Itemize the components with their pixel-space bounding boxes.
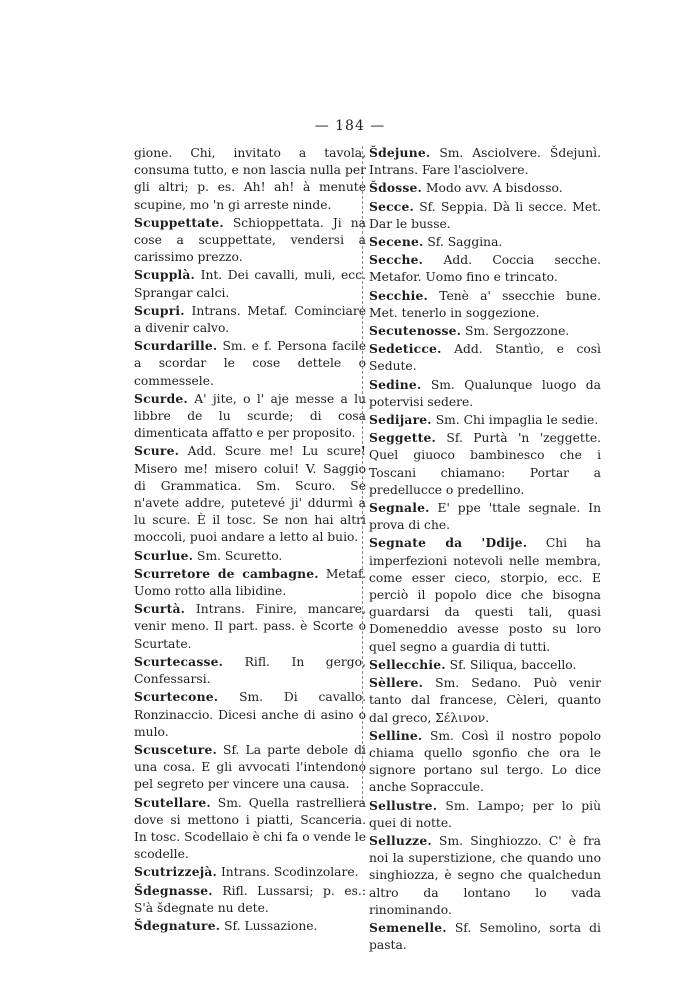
entry-headword: Secutenosse. [369,323,462,339]
dictionary-entry [134,917,366,935]
dictionary-entry [134,794,366,864]
dictionary-entry [134,547,366,565]
entry-headword: Scurtà. [134,601,186,617]
dictionary-entry [369,797,601,832]
entry-headword: Scusceture. [134,741,217,757]
entry-headword: Šdosse. [369,180,423,196]
entry-headword: Segnale. [369,500,430,516]
entry-headword: Scure. [134,443,180,459]
entry-headword: Scurdarille. [134,338,218,354]
dictionary-entry [134,565,366,600]
entry-headword: Secchie. [369,287,428,303]
entry-text: Sf. Siliqua, baccello. [445,657,577,672]
entry-text: Sf. Seppia. Dà li secce. Met. Dar le busse. [369,199,601,231]
dictionary-entry [134,688,366,741]
entry-text: Tenè a' ssecchie bune. Met. tenerlo in soggezione. [369,288,601,320]
entry-text: Add. Coccia secche. Metafor. Uomo fino e trincato. [369,253,601,285]
entry-text: Sm. Di cavallo. Ronzinaccio. Dicesi anche di asino o mulo. [134,690,366,739]
entry-text: Sf. Semolino, sorta di pasta. [369,920,601,953]
page-number: — 184 — [314,118,386,134]
entry-text: gione. Chi, invitato a tavola, consuma tutto, e non lascia nulla per gli altri; p. es. Ah! ah! à menute scupine, mo 'n gi arreste ninde. [134,146,366,212]
entry-headword: Segnate da 'Ddije. [369,535,528,551]
dictionary-entry [369,919,601,954]
dictionary-entry [369,251,601,286]
entry-headword: Scuppettate. [134,214,224,230]
entry-headword: Selline. [369,727,423,743]
entry-text: Chi ha imperfezioni notevoli nelle membra, come esser cieco, storpio, ecc. E perciò il popolo dice che bisogna guardarsi da questi tali, quasi Domeneddio avesse posto su loro quel segno a guardia di tutti. [369,536,601,654]
entry-headword: Scutellare. [134,794,211,810]
left-column [134,144,366,935]
dictionary-entry [134,337,366,390]
entry-headword: Secche. [369,252,424,268]
entry-text: Modo avv. A bisdosso. [422,181,563,196]
entry-text: E' ppe 'ttale segnale. In prova di che. [369,501,601,533]
dictionary-entry [369,656,601,674]
entry-headword: Scurlue. [134,547,194,563]
entry-headword: Scupplà. [134,267,196,283]
entry-headword: Sedijare. [369,412,432,428]
entry-headword: Selluzze. [369,832,432,848]
entry-headword: Seggette. [369,430,436,446]
entry-headword: Sellustre. [369,797,438,813]
entry-text: Sf. La parte debole di una cosa. E gli avvocati l'intendono pel segreto per vincere una causa. [134,742,366,792]
entry-text: Sm. Sedano. Può venir tanto dal francese, Cèleri, quanto dal greco, Σέλινον. [369,676,601,725]
right-column [369,144,601,954]
entry-headword: Scutrizzejà. [134,864,218,880]
entry-headword: Scurretore de cambagne. [134,565,319,581]
dictionary-entry [134,863,366,881]
dictionary-entry [369,322,601,340]
dictionary-entry [369,179,601,197]
dictionary-entry [369,429,601,499]
entry-text: Metaf. Uomo rotto alla libidine. [134,566,366,599]
entry-headword: Sellecchie. [369,656,446,672]
entry-text: Int. Dei cavalli, muli, ecc. Sprangar calci. [134,268,366,300]
entry-text: Rifl. In gergo, Confessarsi. [134,654,366,687]
dictionary-entry [369,233,601,251]
entry-text: Intrans. Scodinzolare. [217,865,359,880]
entry-text: Add. Stantìo, e così Sedute. [369,342,601,374]
entry-text: Schioppettata. Ji na cose a scuppettate, vendersi a carissimo prezzo. [134,215,366,265]
entry-text: Sm. Asciolvere. Šdejunì. Intrans. Fare l'asciolvere. [369,146,601,178]
dictionary-entry [134,600,366,653]
entry-text: Sm. Lampo; per lo più quei di notte. [369,798,601,830]
dictionary-entry [369,144,601,179]
dictionary-entry [134,442,366,546]
dictionary-entry [369,376,601,411]
entry-text: Sm. Chi impaglia le sedie. [431,413,599,428]
dictionary-entry [369,674,601,727]
entry-text: Sm. Scuretto. [193,548,283,563]
entry-headword: Scupri. [134,302,185,318]
entry-headword: Šdegnature. [134,917,221,933]
entry-headword: Secene. [369,234,424,250]
entry-headword: Scurde. [134,390,188,406]
entry-headword: Šdegnasse. [134,882,213,898]
dictionary-entry [134,882,366,917]
entry-text: Sm. Qualunque luogo da potervisi sedere. [369,377,601,409]
dictionary-entry [134,266,366,301]
entry-text: Sm. Sergozzone. [461,324,570,339]
entry-headword: Sedine. [369,376,422,392]
dictionary-entry [369,727,601,797]
entry-text: Sm. Singhiozzo. C' è fra noi la superstizione, che quando uno singhiozza, è segno che qualchedun altro da lontano lo vada rinominando. [369,833,601,917]
entry-text: Intrans. Finire, mancare, venir meno. Il part. pass. è Scorte o Scurtate. [134,602,366,651]
dictionary-entry [134,302,366,337]
entry-headword: Scurtecone. [134,689,219,705]
dictionary-entry [369,340,601,375]
entry-text: Rifl. Lussarsi; p. es.: S'à šdegnate nu dete. [134,883,366,915]
dictionary-entry [369,534,601,655]
dictionary-entry [369,287,601,322]
entry-text: Sf. Saggina. [423,235,503,250]
entry-headword: Sèllere. [369,675,424,691]
dictionary-entry [134,653,366,688]
entry-text: Add. Scure me! Lu scure! Misero me! misero colui! V. Saggio di Grammatica. Sm. Scuro. Se n'avete addre, putetevé ji' ddurmì a lu scure. È il tosc. Se non hai altri moccoli, puoi andare a letto al buio. [134,444,366,545]
entry-headword: Scurtecasse. [134,653,224,669]
entry-text: Sf. Lussazione. [220,918,318,933]
dictionary-entry [369,411,601,429]
dictionary-entry [369,198,601,233]
entry-text: Sm. e f. Persona facile a scordar le cose dettele o commessele. [134,339,366,388]
entry-text: Sf. Purtà 'n 'zeggette. Quel giuoco bambinesco che i Toscani chiamano: Portar a predellucce o predellino. [369,431,601,497]
dictionary-entry [134,390,366,443]
entry-headword: Semenelle. [369,919,447,935]
entry-text: Sm. Così il nostro popolo chiama quello sgonfio che ora le signore portano sul tergo. Lo dice anche Sopraccule. [369,728,601,795]
entry-text: Intrans. Metaf. Cominciare a divenir calvo. [134,303,366,336]
entry-text: A' jite, o l' aje messe a lu libbre de lu scurde; di cosa dimenticata affatto e per proposito. [134,391,366,441]
entry-headword: Sedeticce. [369,341,442,357]
dictionary-entry [369,832,601,919]
entry-text: Sm. Quella rastrelliera dove si mettono i piatti, Scanceria. In tosc. Scodellaio è chi fa o vende le scodelle. [134,795,366,862]
entry-headword: Šdejune. [369,145,431,160]
dictionary-entry [134,144,366,214]
dictionary-entry [134,214,366,267]
dictionary-entry [369,499,601,534]
entry-headword: Secce. [369,198,414,214]
dictionary-entry [134,741,366,794]
